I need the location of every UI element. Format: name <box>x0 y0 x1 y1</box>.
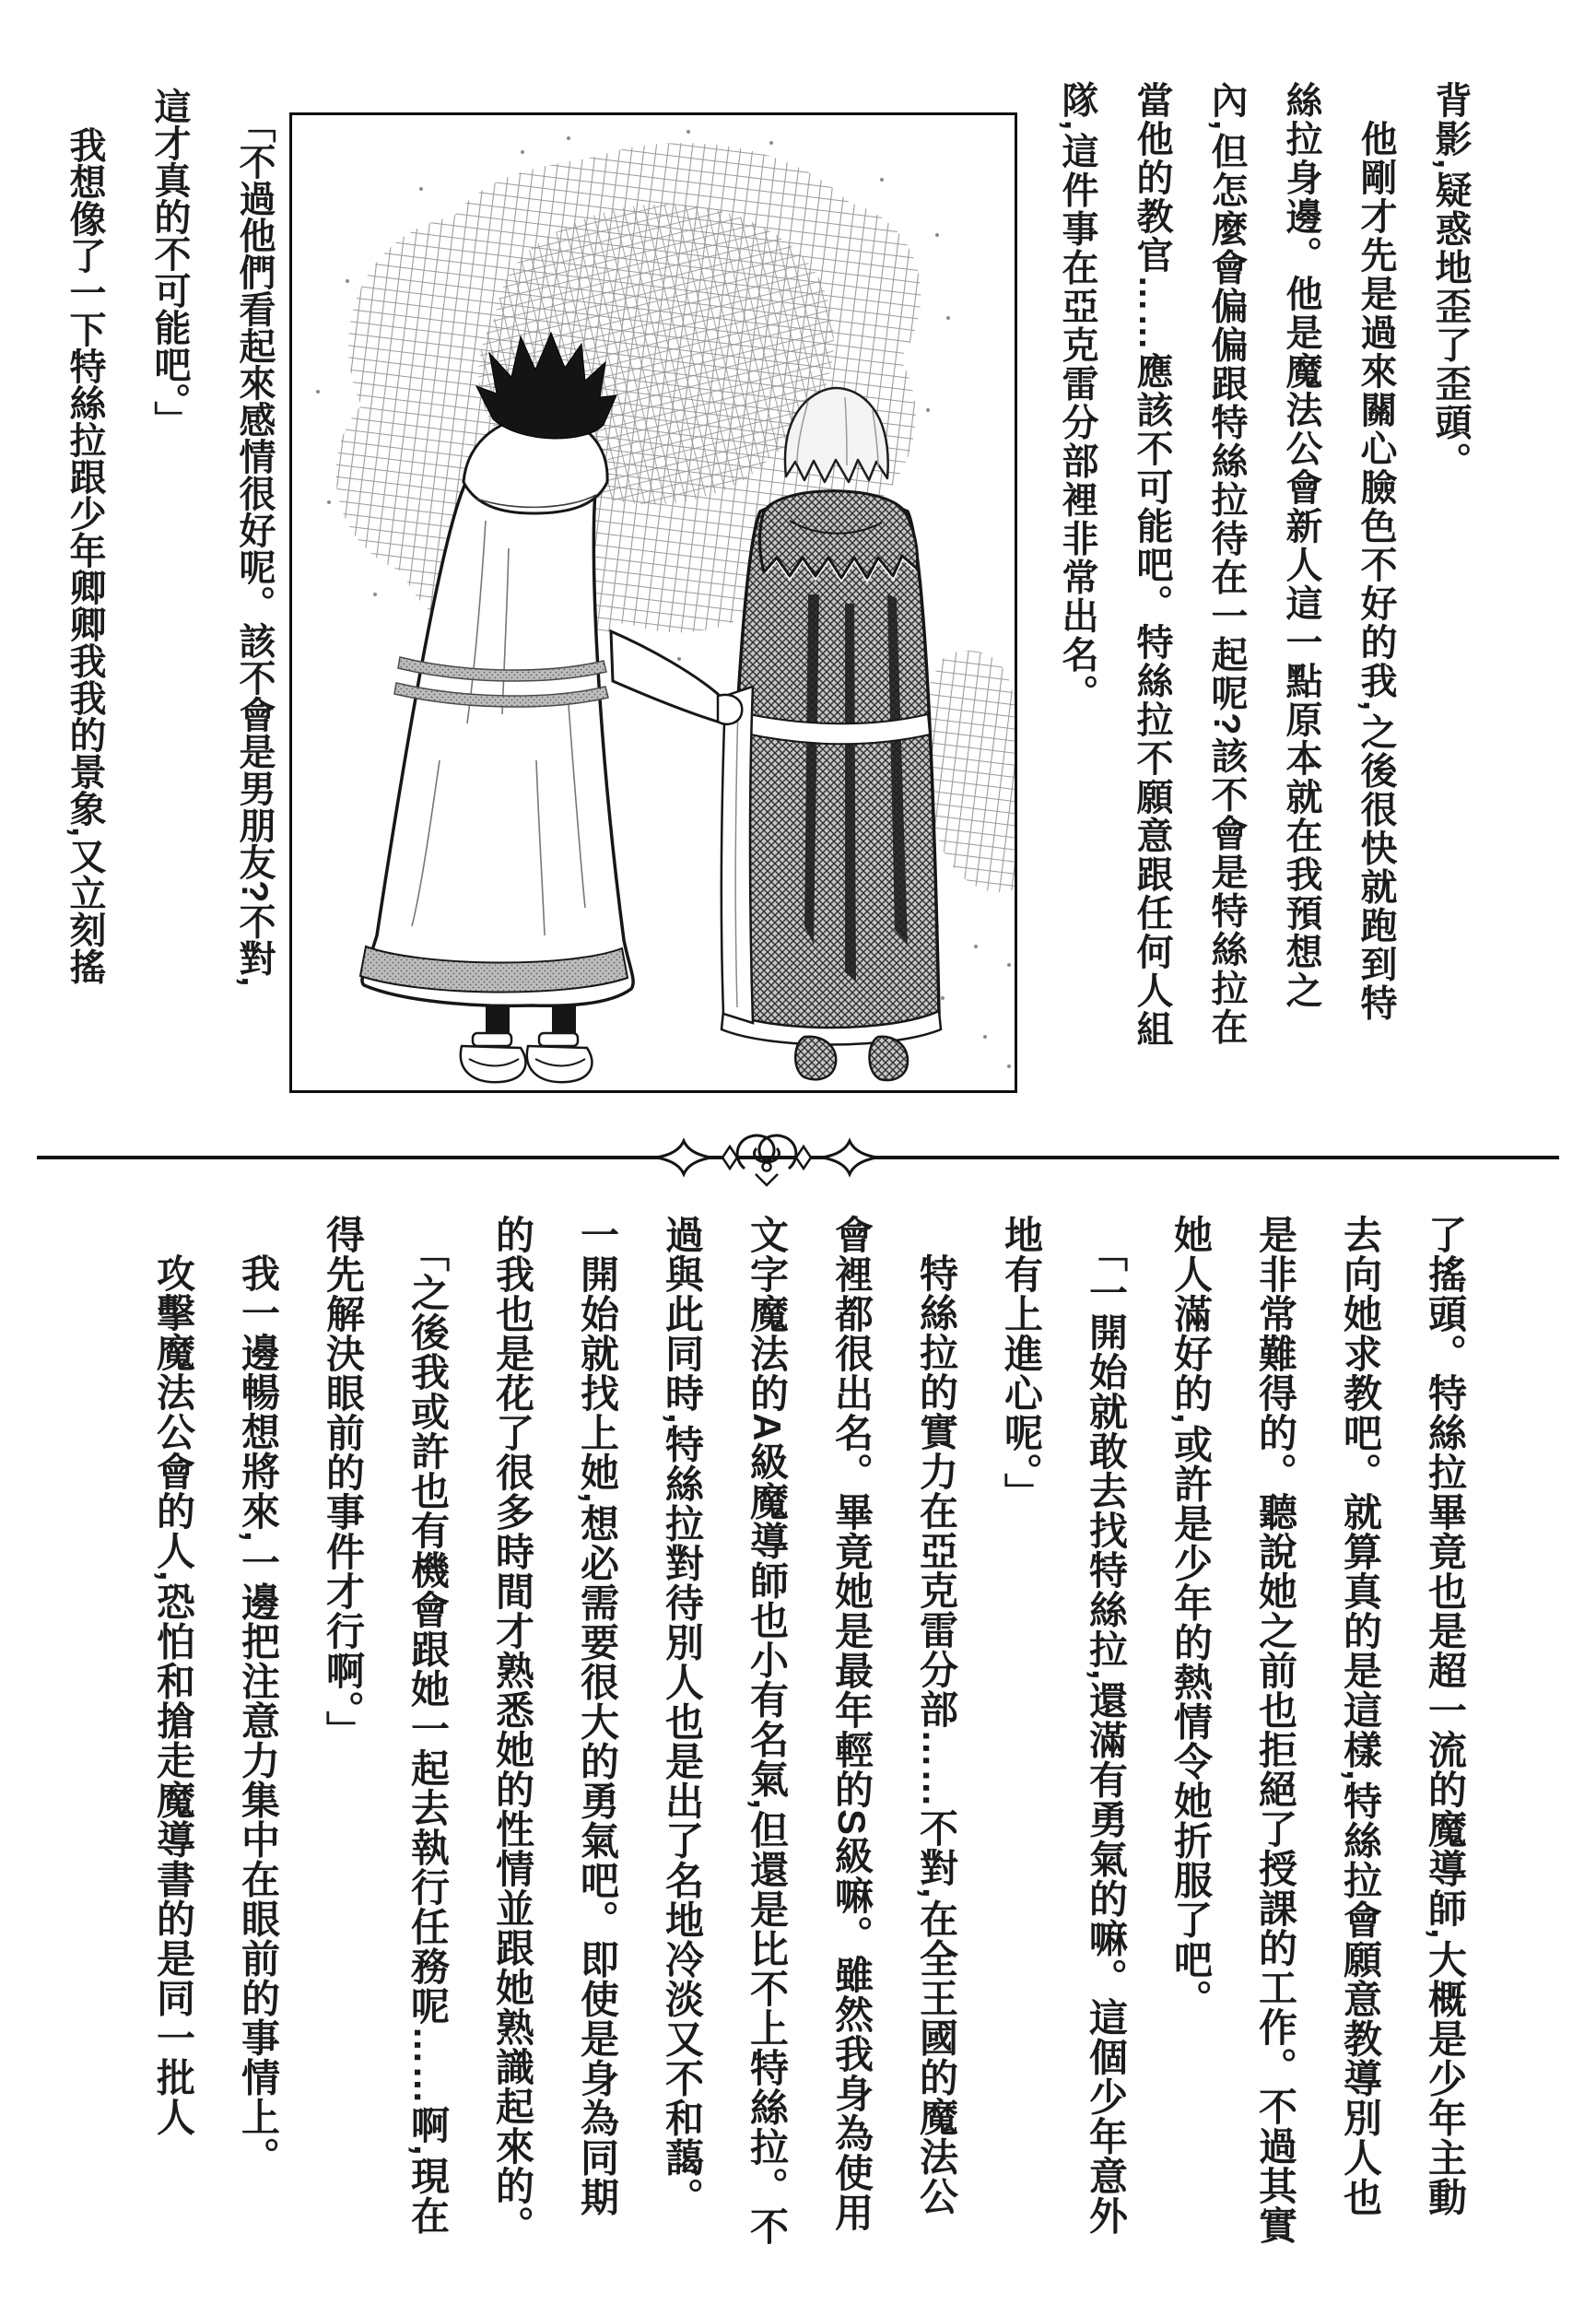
boy-arm <box>611 631 753 1023</box>
paragraph: 「不過他們看起來感情很好呢。該不會是男朋友?不對,這才真的不可能吧。」 <box>149 88 275 987</box>
text-block-top-right <box>1034 81 1487 1054</box>
text-block-top-left <box>37 88 297 1018</box>
boy-hand <box>718 695 742 724</box>
paragraph: 了搖頭。特絲拉畢竟也是超一流的魔導師,大概是少年主動去向她求教吧。就算真的是這樣,特絲拉會願意教導別人也是非常難得的。聽說她之前也拒絕了授課的工作。不過其實她人滿好的,或許是少年的熱情令她折服了吧。 <box>1169 1215 1467 2245</box>
paragraph: 特絲拉的實力在亞克雷分部……不對,在全王國的魔法公會裡都很出名。畢竟她是最年輕的S級嘛。雖然我身為使用文字魔法的A級魔導師也小有名氣,但還是比不上特絲拉。不過與此同時,特絲拉對待別人也是出了名地冷淡又不和藹。一開始就找上她,想必需要很大的勇氣吧。即使是身為同期的我也是花了很多時間才熟悉她的性情並跟她熟識起來的。 <box>491 1215 958 2246</box>
illustration-canvas <box>292 115 1015 1090</box>
paragraph: 我想像了一下特絲拉跟少年卿卿我我的景象,又立刻搖 <box>65 126 105 985</box>
manga-illustration <box>289 112 1017 1093</box>
paragraph: 背影,疑惑地歪了歪頭。 <box>1430 81 1471 481</box>
text-block-bottom <box>44 1215 1487 2249</box>
paragraph: 「之後我或許也有機會跟她一起去執行任務呢……啊,現在得先解決眼前的事件才行啊。」 <box>322 1215 450 2236</box>
paragraph: 他剛才先是過來關心臉色不好的我,之後很快就跑到特絲拉身邊。他是魔法公會新人這一點原本就在我預想之內,但怎麼會偏偏跟特絲拉待在一起呢?該不會是特絲拉在當他的教官……應該不可能吧。特絲拉不願意跟任何人組隊,這件事在亞克雷分部裡非常出名。 <box>1057 81 1396 1049</box>
paragraph: 我一邊暢想將來,一邊把注意力集中在眼前的事情上。 <box>237 1253 280 2177</box>
paragraph: 攻擊魔法公會的人,恐怕和搶走魔導書的是同一批人 <box>152 1253 195 2137</box>
divider-flourish-icon <box>656 1135 877 1185</box>
section-divider <box>0 1126 1596 1193</box>
boy-sandals <box>461 1033 593 1082</box>
paragraph: 「一開始就敢去找特絲拉,還滿有勇氣的嘛。這個少年意外地有上進心呢。」 <box>1000 1215 1128 2236</box>
